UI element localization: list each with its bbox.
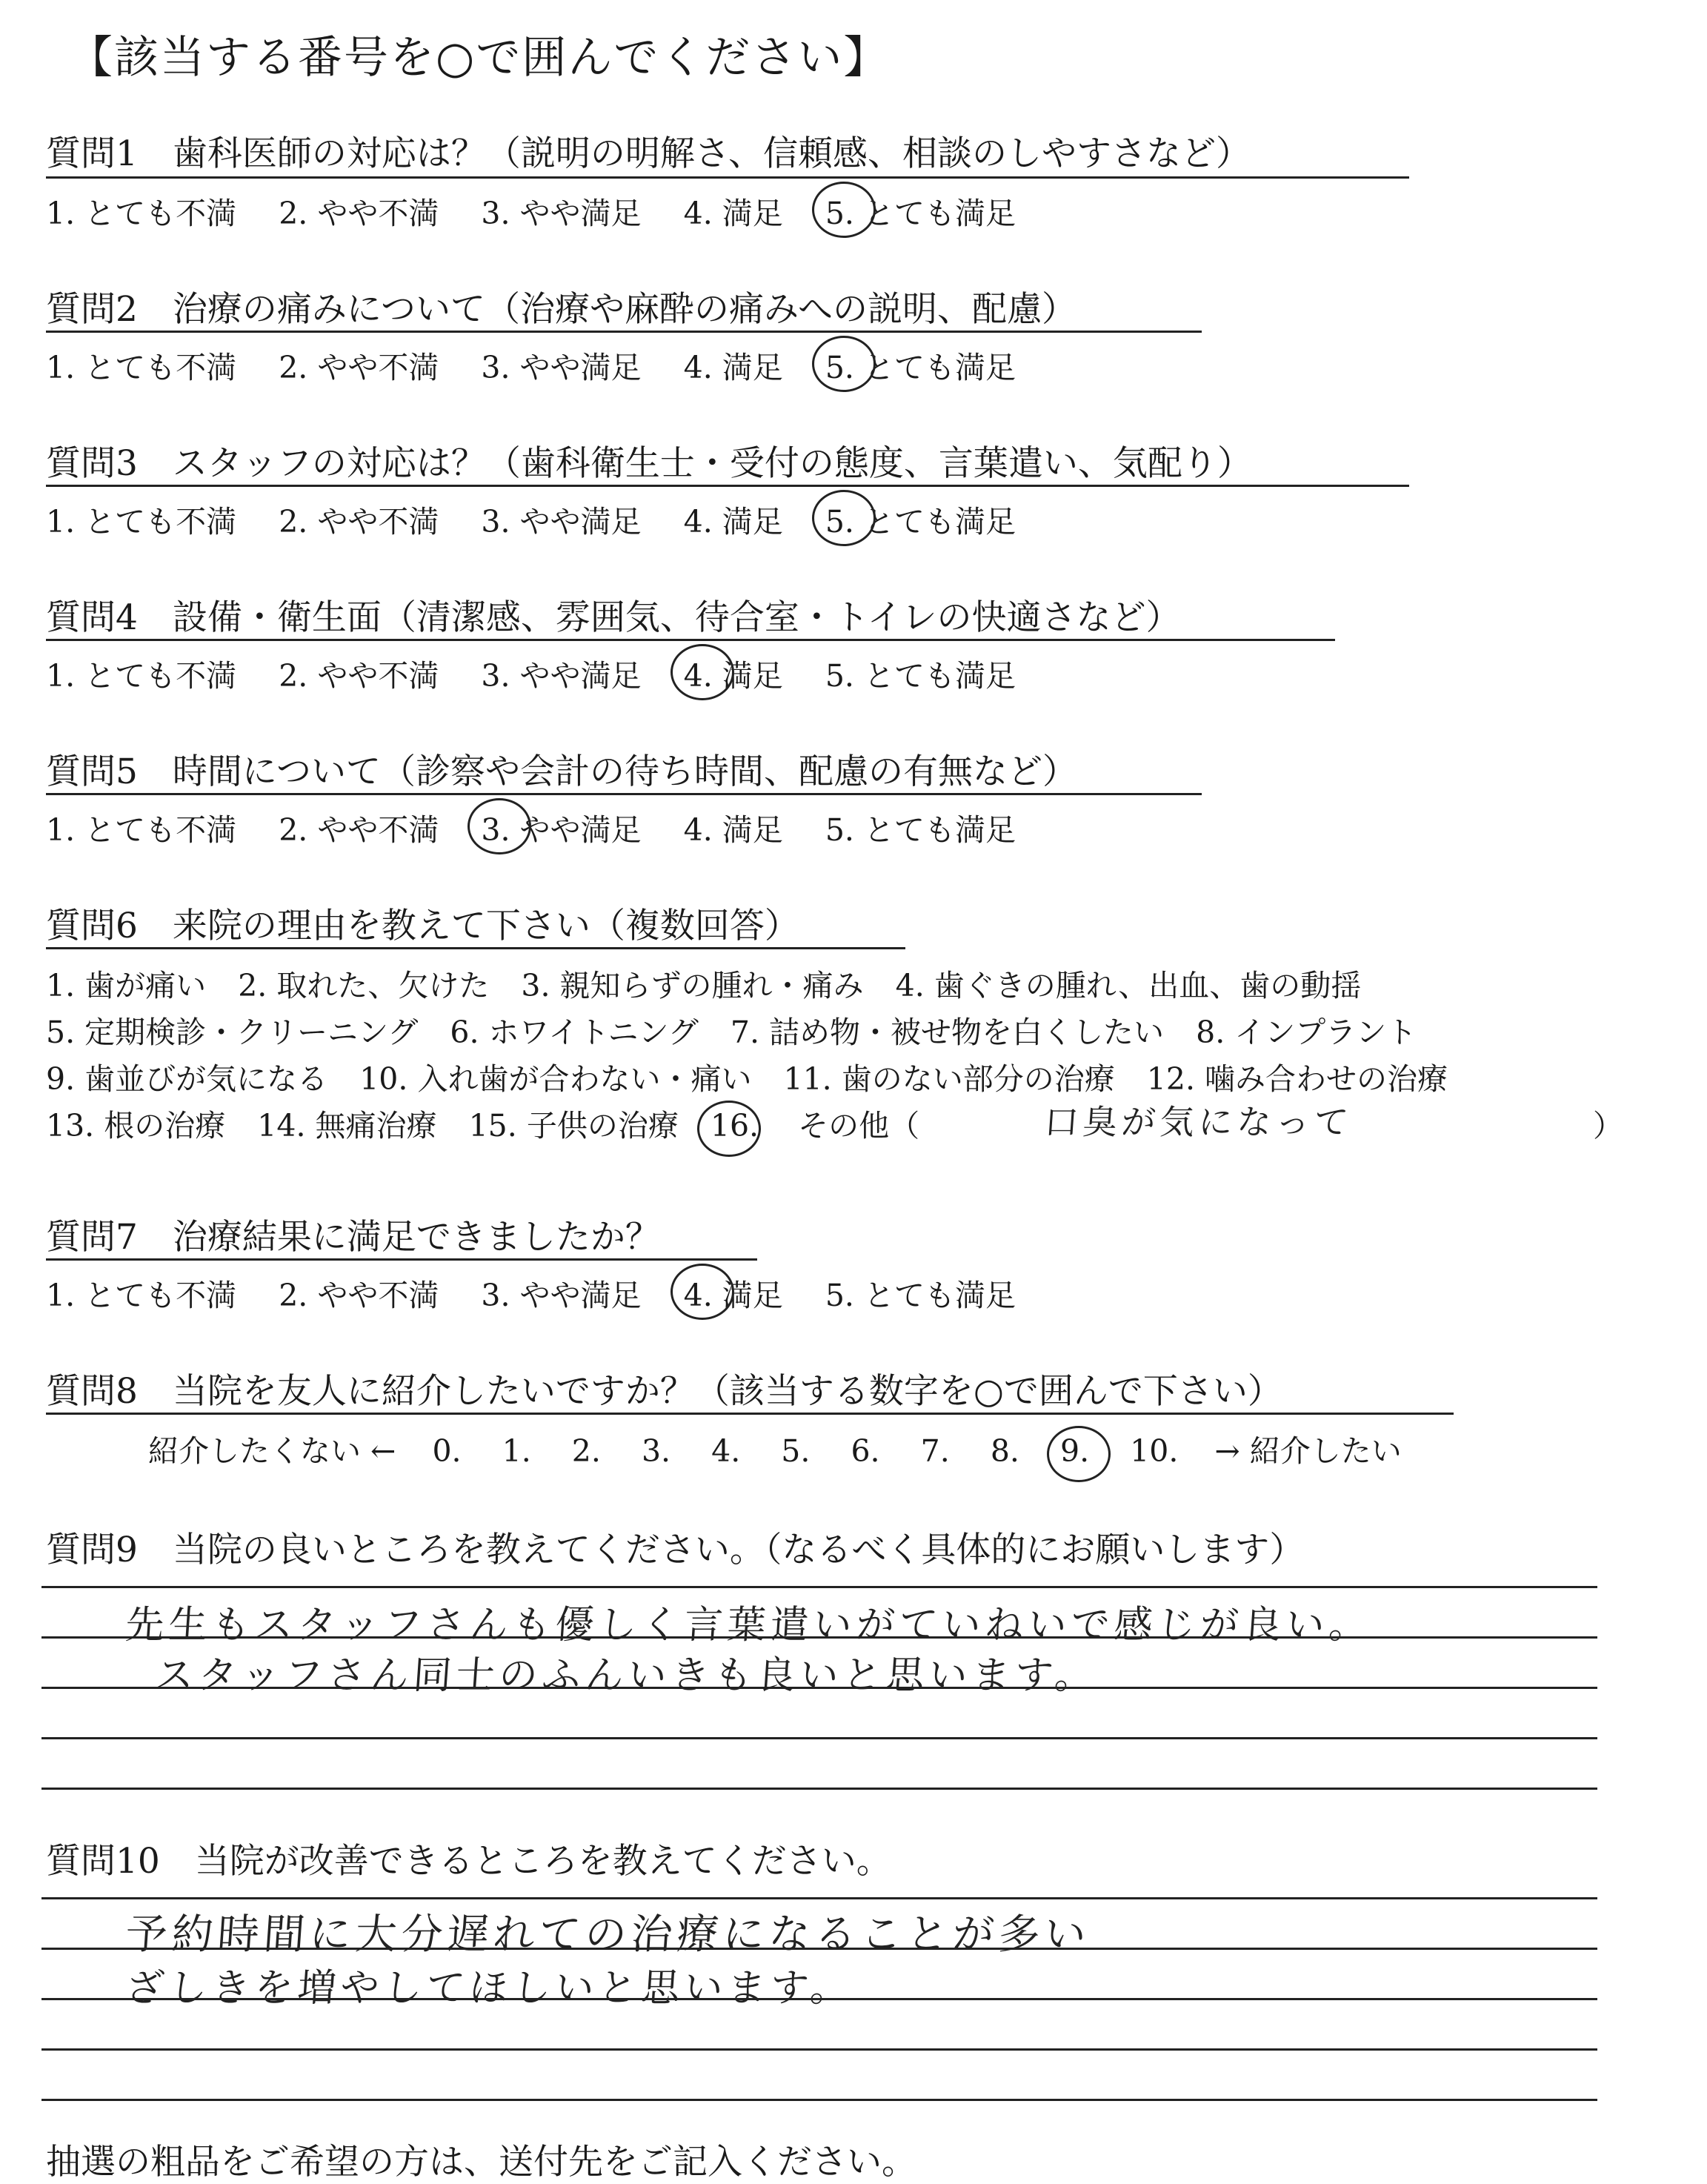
question-6-underline (46, 947, 905, 949)
q6-row-1 (46, 961, 1383, 1005)
q1-option-2[interactable]: 2. やや不満 (279, 196, 439, 231)
question-5-title: 質問5 時間について（診察や会計の待ち時間、配慮の有無など） (46, 751, 1077, 792)
q6-row-2 (46, 1008, 1439, 1052)
q10-answer-line-1 (41, 1897, 1597, 1899)
q10-answer-handwriting-1[interactable]: 予約時間に大分遅れての治療になることが多い (124, 1911, 1092, 1959)
q7-option-5[interactable]: 5. とても満足 (825, 1278, 1016, 1313)
q3-option-3[interactable]: 3. やや満足 (481, 504, 642, 540)
q8-option-9-circled[interactable] (1060, 1433, 1089, 1469)
question-2-options (46, 343, 1048, 387)
question-9-title: 質問9 当院の良いところを教えてください。（なるべく具体的にお願いします） (46, 1530, 1305, 1570)
q8-scale (148, 1427, 1402, 1470)
q5-option-5[interactable]: 5. とても満足 (825, 812, 1016, 848)
q6-option-1[interactable]: 1. 歯が痛い (46, 968, 207, 1003)
q8-option-6[interactable]: 6. (851, 1433, 880, 1469)
q6-option-3[interactable]: 3. 親知らずの腫れ・痛み (521, 968, 864, 1003)
question-10-title: 質問10 当院が改善できるところを教えてください。 (46, 1841, 891, 1882)
q1-option-1[interactable]: 1. とても不満 (46, 196, 237, 231)
q8-option-3[interactable]: 3. (641, 1433, 671, 1469)
q4-option-3[interactable]: 3. やや満足 (481, 658, 642, 694)
q5-option-2[interactable]: 2. やや不満 (279, 812, 439, 848)
q5-option-1[interactable]: 1. とても不満 (46, 812, 237, 848)
q2-option-2[interactable]: 2. やや不満 (279, 350, 439, 385)
q5-option-3-circled[interactable] (481, 806, 641, 849)
question-4-options (46, 651, 1048, 695)
q3-option-2[interactable]: 2. やや不満 (279, 504, 439, 540)
q6-option-14[interactable]: 14. 無痛治療 (257, 1108, 437, 1144)
question-1-options (46, 189, 1048, 233)
q6-option-10[interactable]: 10. 入れ歯が合わない・痛い (359, 1061, 752, 1097)
question-8-underline (46, 1413, 1454, 1415)
q6-row-4 (46, 1101, 919, 1145)
q6-other-open: その他（ (798, 1108, 920, 1144)
q8-option-1[interactable]: 1. (502, 1433, 531, 1469)
question-8-title: 質問8 当院を友人に紹介したいですか？（該当する数字を○で囲んで下さい） (46, 1371, 1282, 1412)
q4-option-4-circled[interactable] (684, 651, 783, 695)
q6-option-12[interactable]: 12. 噛み合わせの治療 (1146, 1061, 1448, 1097)
q8-option-5[interactable]: 5. (781, 1433, 811, 1469)
q5-option-3: 3. やや満足 (481, 806, 641, 849)
q3-option-1[interactable]: 1. とても不満 (46, 504, 237, 540)
q6-option-11[interactable]: 11. 歯のない部分の治療 (783, 1061, 1115, 1097)
question-4-title: 質問4 設備・衛生面（清潔感、雰囲気、待合室・トイレの快適さなど） (46, 597, 1181, 638)
q4-option-4: 4. 満足 (684, 651, 783, 695)
question-5-underline (46, 793, 1202, 795)
q9-answer-handwriting-1[interactable]: 先生もスタッフさんも優しく言葉遣いがていねいで感じが良い。 (124, 1603, 1374, 1647)
question-4-underline (46, 639, 1335, 641)
footer-cutoff-text: 抽選の粗品をご希望の方は、送付先をご記入ください。 (46, 2142, 916, 2183)
q8-left-label: 紹介したくない ← (148, 1433, 396, 1469)
q6-option-8[interactable]: 8. インプラント (1196, 1015, 1417, 1050)
question-5-options (46, 806, 1048, 849)
q2-option-1[interactable]: 1. とても不満 (46, 350, 237, 385)
q5-option-4[interactable]: 4. 満足 (683, 812, 783, 848)
q7-option-2[interactable]: 2. やや不満 (279, 1278, 439, 1313)
q6-other-close: ） (1593, 1108, 1623, 1144)
q10-answer-line-4 (41, 2048, 1597, 2051)
question-3-title: 質問3 スタッフの対応は？（歯科衛生士・受付の態度、言葉遣い、気配り） (46, 443, 1252, 484)
q6-option-2[interactable]: 2. 取れた、欠けた (238, 968, 490, 1003)
q7-option-4-circled[interactable] (684, 1271, 783, 1315)
q10-answer-handwriting-2[interactable]: ざしきを増やしてほしいと思います。 (124, 1966, 855, 2011)
q1-option-5: 5. とても満足 (825, 189, 1016, 233)
q3-option-5-circled[interactable] (825, 497, 1016, 541)
question-3-options (46, 497, 1048, 541)
q3-option-5: 5. とても満足 (825, 497, 1016, 541)
q4-option-2[interactable]: 2. やや不満 (279, 658, 439, 694)
q6-option-16: 16. (710, 1108, 759, 1144)
q8-option-7[interactable]: 7. (920, 1433, 950, 1469)
q2-option-5-circled[interactable] (825, 343, 1016, 387)
q6-option-4[interactable]: 4. 歯ぐきの腫れ、出血、歯の動揺 (895, 968, 1362, 1003)
q6-option-6[interactable]: 6. ホワイトニング (450, 1015, 699, 1050)
q6-other-handwriting[interactable]: 口臭が気になって (1042, 1102, 1354, 1142)
q6-option-7[interactable]: 7. 詰め物・被せ物を白くしたい (730, 1015, 1165, 1050)
q8-option-8[interactable]: 8. (990, 1433, 1019, 1469)
q2-option-3[interactable]: 3. やや満足 (481, 350, 642, 385)
question-3-underline (46, 485, 1409, 487)
question-6-title: 質問6 来院の理由を教えて下さい（複数回答） (46, 906, 799, 946)
q4-option-1[interactable]: 1. とても不満 (46, 658, 237, 694)
question-7-underline (46, 1258, 757, 1261)
q1-option-5-circled[interactable] (825, 189, 1016, 233)
q4-option-5[interactable]: 5. とても満足 (825, 658, 1016, 694)
q3-option-4[interactable]: 4. 満足 (683, 504, 783, 540)
q9-answer-line-1 (41, 1586, 1597, 1588)
q6-option-9[interactable]: 9. 歯並びが気になる (46, 1061, 328, 1097)
question-2-underline (46, 331, 1202, 333)
q7-option-1[interactable]: 1. とても不満 (46, 1278, 237, 1313)
q6-row-3 (46, 1055, 1470, 1098)
question-2-title: 質問2 治療の痛みについて（治療や麻酔の痛みへの説明、配慮） (46, 289, 1077, 330)
q6-option-15[interactable]: 15. 子供の治療 (468, 1108, 679, 1144)
q6-option-13[interactable]: 13. 根の治療 (46, 1108, 226, 1144)
q2-option-4[interactable]: 4. 満足 (683, 350, 783, 385)
q8-option-0[interactable]: 0. (432, 1433, 462, 1469)
q6-option-5[interactable]: 5. 定期検診・クリーニング (46, 1015, 419, 1050)
q8-option-4[interactable]: 4. (711, 1433, 741, 1469)
q10-answer-line-5 (41, 2099, 1597, 2101)
q9-answer-line-4 (41, 1737, 1597, 1739)
q8-option-10[interactable]: 10. (1130, 1433, 1179, 1469)
q1-option-3[interactable]: 3. やや満足 (481, 196, 642, 231)
question-7-title: 質問7 治療結果に満足できましたか？ (46, 1217, 660, 1258)
q6-option-16-circled[interactable] (711, 1108, 781, 1144)
q7-option-3[interactable]: 3. やや満足 (481, 1278, 642, 1313)
q8-option-2[interactable]: 2. (571, 1433, 601, 1469)
q8-right-label: → 紹介したい (1214, 1433, 1402, 1469)
form-heading: 【該当する番号を○で囲んでください】 (68, 32, 890, 84)
q9-answer-handwriting-2[interactable]: スタッフさん同士のふんいきも良いと思います。 (153, 1653, 1099, 1698)
question-1-title: 質問1 歯科医師の対応は？（説明の明解さ、信頼感、相談のしやすさなど） (46, 133, 1251, 174)
q9-answer-line-5 (41, 1788, 1597, 1790)
q8-option-9: 9. (1059, 1433, 1090, 1469)
q2-option-5: 5. とても満足 (825, 343, 1016, 387)
q7-option-4: 4. 満足 (684, 1271, 783, 1315)
q1-option-4[interactable]: 4. 満足 (683, 196, 783, 231)
question-7-options (46, 1271, 1048, 1315)
question-1-underline (46, 176, 1409, 179)
